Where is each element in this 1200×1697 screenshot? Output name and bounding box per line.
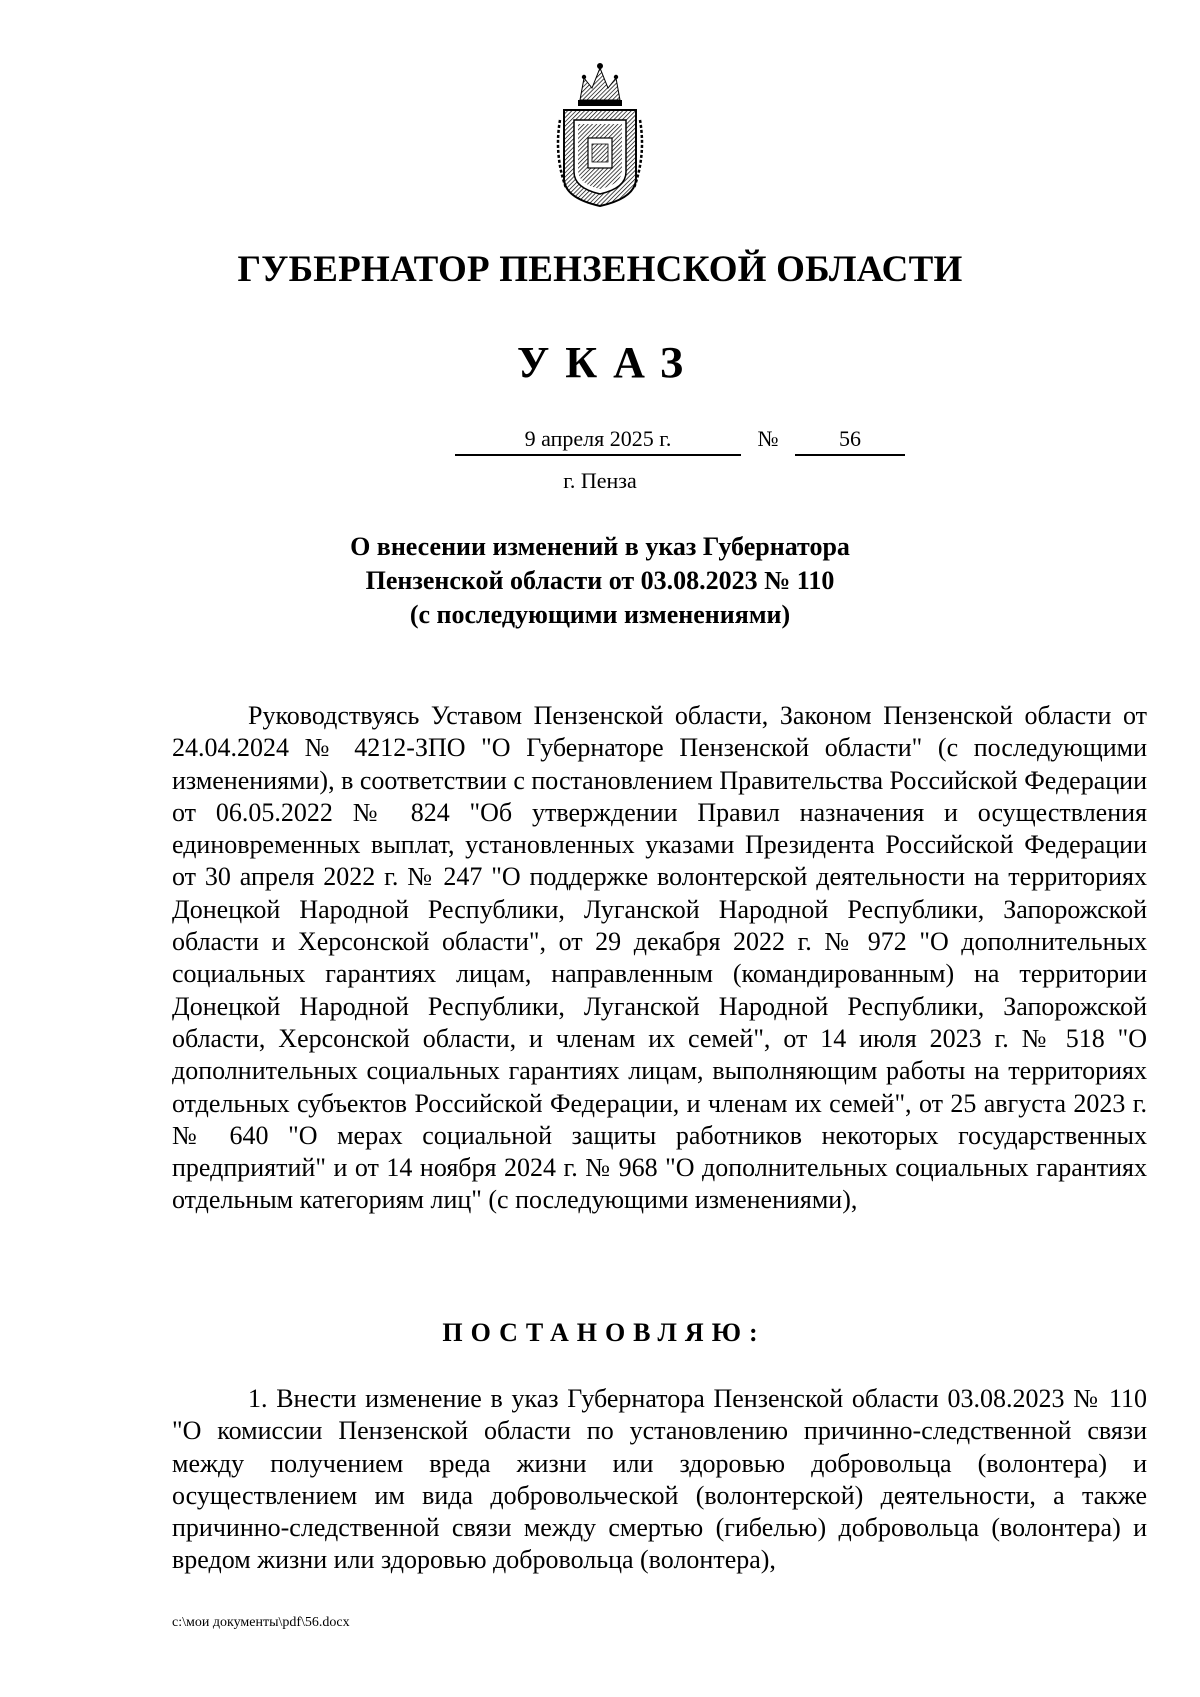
authority-heading: ГУБЕРНАТОР ПЕНЗЕНСКОЙ ОБЛАСТИ (237, 249, 963, 290)
date-number-line (455, 424, 905, 458)
document-title-line: О внесении изменений в указ Губернатора (350, 532, 850, 561)
clause-paragraph: 1. Внести изменение в указ Губернатора Пензенской области 03.08.2023 № 110 "О комиссии Пензенской области по установлению причинно-следственной связи между получением вреда жизни или здоровью добровольца (волонтера) и осуществлением им вида добровольческой (волонтерской) деятельности, а также причинно-следственной связи между смертью (гибелью) добровольца (волонтера) и вредом жизни или здоровью добровольца (волонтера), (172, 1384, 1147, 1575)
number-label: № (757, 426, 779, 451)
coat-of-arms-icon (550, 60, 650, 210)
document-number: 56 (795, 424, 905, 456)
preamble-paragraph: Руководствуясь Уставом Пензенской области, Законом Пензенской области от 24.04.2024 № 4212-ЗПО "О Губернаторе Пензенской области" (с последующими изменениями), в соответствии с постановлением Правительства Российской Федерации от 06.05.2022 № 824 "Об утверждении Правил назначения и осуществления единовременных выплат, установленных указами Президента Российской Федерации от 30 апреля 2022 г. № 247 "О поддержке волонтерской деятельности на территориях Донецкой Народной Республики, Луганской Народной Республики, Запорожской области и Херсонской области", от 29 декабря 2022 г. № 972 "О дополнительных социальных гарантиях лицам, направленным (командированным) на территории Донецкой Народной Республики, Луганской Народной Республики, Запорожской области, Херсонской области, и членам их семей", от 14 июля 2023 г. № 518 "О дополнительных социальных гарантиях лицам, выполняющим работы на территориях отдельных субъектов Российской Федерации, и членам их семей", от 25 августа 2023 г. № 640 "О мерах социальной защиты работников некоторых государственных предприятий" и от 14 ноября 2024 г. № 968 "О дополнительных социальных гарантиях отдельным категориям лиц" (с последующими изменениями), (172, 701, 1147, 1215)
document-type-heading: УКАЗ (516, 338, 700, 387)
document-title-line: Пензенской области от 03.08.2023 № 110 (365, 566, 835, 595)
document-city: г. Пенза (563, 468, 637, 493)
document-title (0, 530, 1200, 632)
document-title-line: (с последующими изменениями) (409, 600, 791, 629)
decree-heading: ПОСТАНОВЛЯЮ: (442, 1318, 766, 1347)
document-date: 9 апреля 2025 г. (455, 424, 741, 456)
file-path-footer: c:\мои документы\pdf\56.docx (172, 1615, 350, 1630)
